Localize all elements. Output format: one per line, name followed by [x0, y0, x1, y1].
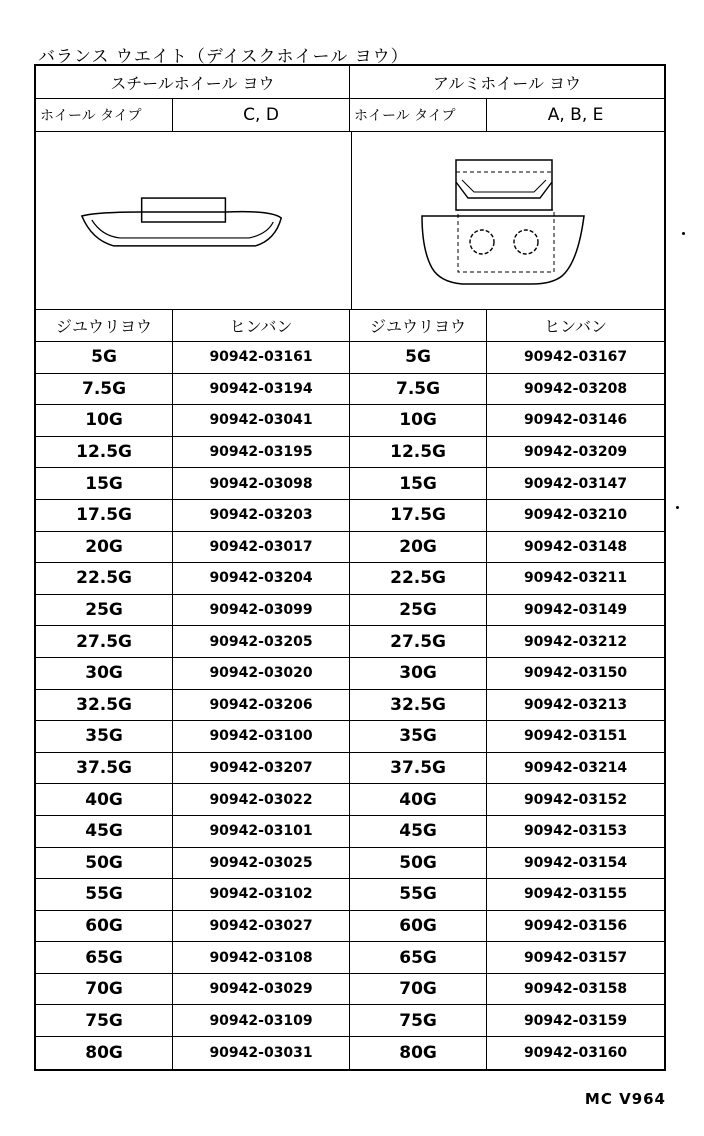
steel-part-cell: 90942-03108 [173, 942, 350, 973]
steel-part-cell: 90942-03020 [173, 658, 350, 689]
steel-weight-cell: 17.5G [36, 500, 173, 531]
alum-weight-cell: 30G [350, 658, 487, 689]
alum-weight-cell: 37.5G [350, 753, 487, 784]
steel-part-cell: 90942-03109 [173, 1005, 350, 1036]
section-header-row [36, 66, 664, 99]
steel-weight-cell: 22.5G [36, 563, 173, 594]
alum-weight-cell: 40G [350, 784, 487, 815]
steel-weight-cell: 37.5G [36, 753, 173, 784]
steel-weight-cell: 55G [36, 879, 173, 910]
table-row [36, 658, 664, 690]
steel-weight-cell: 40G [36, 784, 173, 815]
steel-weight-cell: 10G [36, 405, 173, 436]
table-row [36, 848, 664, 880]
diagram-row [36, 132, 664, 310]
table-row [36, 374, 664, 406]
steel-weight-cell: 25G [36, 595, 173, 626]
steel-weight-cell: 30G [36, 658, 173, 689]
steel-part-cell: 90942-03203 [173, 500, 350, 531]
table-row [36, 595, 664, 627]
alum-part-cell: 90942-03157 [523, 949, 628, 966]
alum-part-cell: 90942-03154 [523, 854, 628, 871]
steel-part-cell: 90942-03161 [173, 342, 350, 373]
alum-part-cell: 90942-03213 [523, 696, 628, 713]
alum-weight-cell: 20G [350, 532, 487, 563]
alum-part-cell: 90942-03149 [523, 602, 628, 619]
scan-speck [682, 232, 685, 235]
steel-part-col-header: ヒンバン [173, 310, 350, 341]
steel-weight-cell: 12.5G [36, 437, 173, 468]
alum-part-cell: 90942-03160 [523, 1044, 628, 1061]
steel-part-cell: 90942-03205 [173, 626, 350, 657]
wheel-type-row [36, 99, 664, 132]
alum-weight-cell: 12.5G [350, 437, 487, 468]
table-body [36, 342, 664, 1069]
alum-weight-cell: 5G [350, 342, 487, 373]
alum-weight-cell: 65G [350, 942, 487, 973]
alum-type-label: ホイール タイプ [350, 99, 487, 131]
alum-weight-cell: 55G [350, 879, 487, 910]
alum-weight-cell: 25G [350, 595, 487, 626]
alum-part-cell: 90942-03209 [523, 444, 628, 461]
alum-weight-cell: 35G [350, 721, 487, 752]
alum-part-cell: 90942-03151 [523, 728, 628, 745]
table-row [36, 626, 664, 658]
steel-part-cell: 90942-03194 [173, 374, 350, 405]
alum-weight-cell: 60G [350, 911, 487, 942]
steel-weight-cell: 32.5G [36, 690, 173, 721]
alum-part-cell: 90942-03214 [523, 760, 628, 777]
steel-weight-cell: 50G [36, 848, 173, 879]
table-row [36, 468, 664, 500]
steel-wheel-header: スチールホイール ヨウ [36, 66, 350, 98]
steel-weight-col-header: ジユウリヨウ [36, 310, 173, 341]
alum-weight-cell: 10G [350, 405, 487, 436]
alum-weight-cell: 70G [350, 974, 487, 1005]
steel-weight-cell: 80G [36, 1037, 173, 1069]
steel-part-cell: 90942-03031 [173, 1037, 350, 1069]
steel-weight-cell: 5G [36, 342, 173, 373]
column-header-row [36, 310, 664, 342]
alum-weight-cell: 15G [350, 468, 487, 499]
table-row [36, 690, 664, 722]
table-row [36, 437, 664, 469]
steel-weight-cell: 7.5G [36, 374, 173, 405]
steel-part-cell: 90942-03022 [173, 784, 350, 815]
alum-part-cell: 90942-03148 [523, 538, 628, 555]
alum-weight-cell: 22.5G [350, 563, 487, 594]
alum-part-cell: 90942-03167 [523, 349, 628, 366]
table-row [36, 879, 664, 911]
table-row [36, 342, 664, 374]
steel-part-cell: 90942-03041 [173, 405, 350, 436]
table-row [36, 753, 664, 785]
alum-part-cell: 90942-03146 [523, 412, 628, 429]
steel-weight-cell: 15G [36, 468, 173, 499]
alum-weight-cell: 27.5G [350, 626, 487, 657]
alum-weight-diagram [352, 132, 668, 309]
alum-part-cell: 90942-03155 [523, 886, 628, 903]
steel-part-cell: 90942-03204 [173, 563, 350, 594]
steel-part-cell: 90942-03098 [173, 468, 350, 499]
table-row [36, 1037, 664, 1069]
alum-weight-cell: 7.5G [350, 374, 487, 405]
steel-part-cell: 90942-03027 [173, 911, 350, 942]
alum-wheel-header: アルミホイール ヨウ [432, 73, 582, 93]
balance-weight-table [34, 64, 666, 1071]
alum-part-cell: 90942-03158 [523, 981, 628, 998]
alum-weight-cell: 75G [350, 1005, 487, 1036]
table-row [36, 816, 664, 848]
steel-part-cell: 90942-03102 [173, 879, 350, 910]
table-row [36, 911, 664, 943]
alum-part-cell: 90942-03210 [523, 507, 628, 524]
alum-part-cell: 90942-03152 [523, 791, 628, 808]
table-row [36, 500, 664, 532]
footer-code: MC V964 [584, 1090, 666, 1108]
steel-part-cell: 90942-03101 [173, 816, 350, 847]
scan-speck [676, 506, 679, 509]
table-row [36, 1005, 664, 1037]
table-row [36, 942, 664, 974]
steel-weight-cell: 35G [36, 721, 173, 752]
steel-part-cell: 90942-03206 [173, 690, 350, 721]
steel-part-cell: 90942-03099 [173, 595, 350, 626]
steel-part-cell: 90942-03017 [173, 532, 350, 563]
alum-weight-col-header: ジユウリヨウ [350, 310, 487, 341]
table-row [36, 974, 664, 1006]
alum-part-cell: 90942-03159 [523, 1012, 628, 1029]
table-row [36, 405, 664, 437]
steel-weight-cell: 75G [36, 1005, 173, 1036]
alum-part-cell: 90942-03212 [523, 633, 628, 650]
steel-weight-cell: 60G [36, 911, 173, 942]
alum-weight-cell: 45G [350, 816, 487, 847]
steel-part-cell: 90942-03207 [173, 753, 350, 784]
alum-weight-cell: 17.5G [350, 500, 487, 531]
steel-type-label: ホイール タイプ [36, 99, 173, 131]
steel-weight-diagram [36, 132, 352, 309]
table-row [36, 721, 664, 753]
alum-type-value: A, B, E [547, 105, 604, 125]
steel-part-cell: 90942-03025 [173, 848, 350, 879]
alum-part-cell: 90942-03156 [523, 917, 628, 934]
steel-part-cell: 90942-03029 [173, 974, 350, 1005]
table-row [36, 784, 664, 816]
steel-weight-cell: 45G [36, 816, 173, 847]
steel-weight-cell: 20G [36, 532, 173, 563]
steel-weight-cell: 27.5G [36, 626, 173, 657]
page-title: バランス ウエイト（デイスクホイール ヨウ） [38, 47, 409, 67]
alum-part-cell: 90942-03150 [523, 665, 628, 682]
steel-weight-cell: 65G [36, 942, 173, 973]
alum-part-cell: 90942-03153 [523, 823, 628, 840]
steel-part-cell: 90942-03100 [173, 721, 350, 752]
alum-part-cell: 90942-03211 [523, 570, 628, 587]
steel-type-value: C, D [173, 99, 350, 131]
steel-part-cell: 90942-03195 [173, 437, 350, 468]
steel-weight-cell: 70G [36, 974, 173, 1005]
table-row [36, 563, 664, 595]
alum-weight-cell: 80G [350, 1037, 487, 1069]
alum-part-cell: 90942-03147 [523, 475, 628, 492]
alum-weight-cell: 32.5G [350, 690, 487, 721]
alum-weight-cell: 50G [350, 848, 487, 879]
alum-part-col-header: ヒンバン [544, 317, 607, 336]
table-row [36, 532, 664, 564]
alum-part-cell: 90942-03208 [523, 380, 628, 397]
